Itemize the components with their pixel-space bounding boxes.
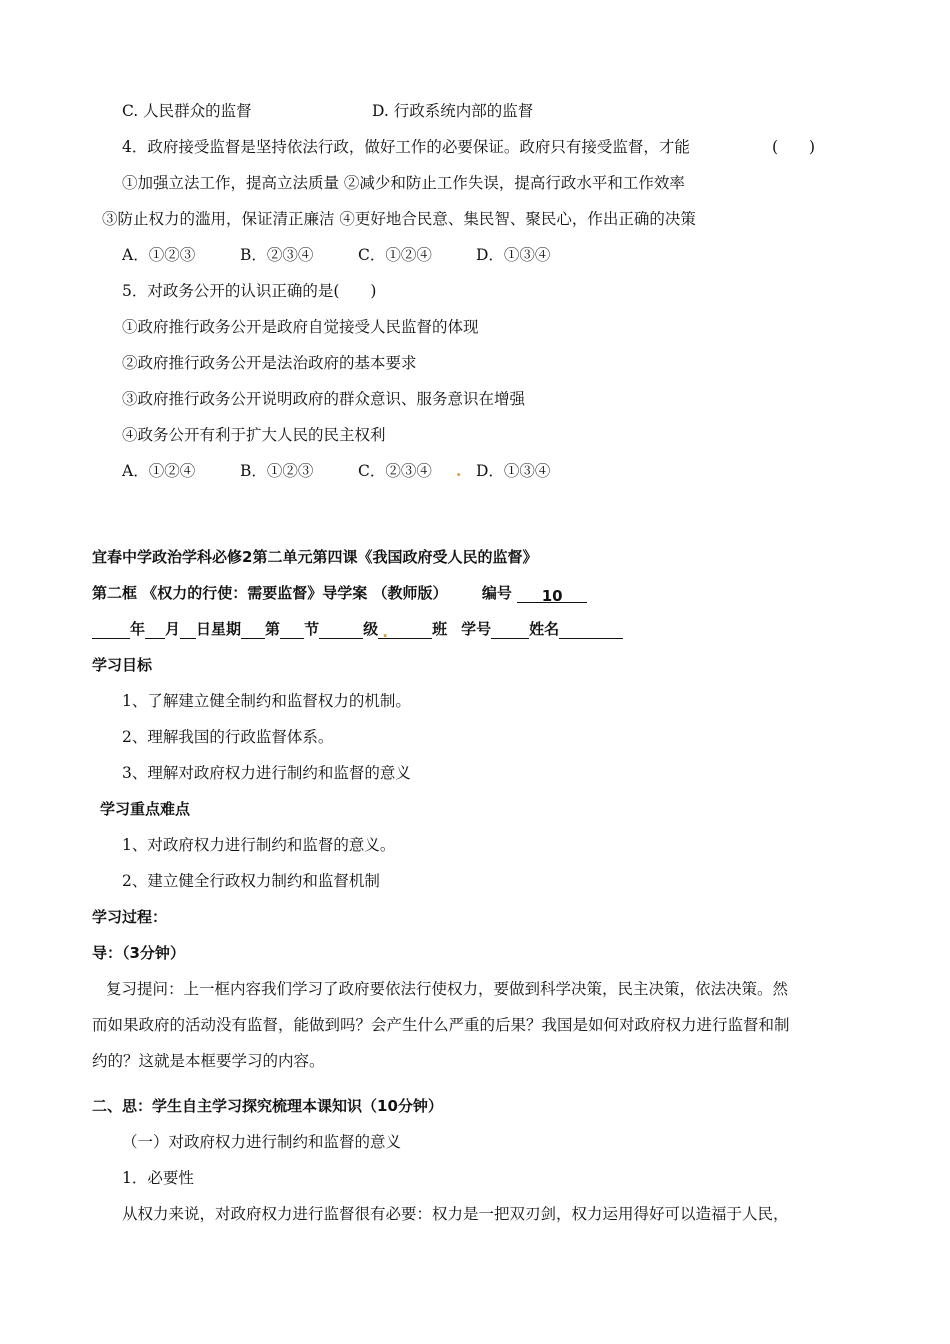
process-heading: 学习过程：: [92, 908, 168, 926]
number-label: 编号: [481, 584, 512, 602]
student-no-field[interactable]: [491, 622, 529, 639]
goal-item-2: 2、理解我国的行政监督体系。: [122, 728, 334, 746]
document-subtitle: [92, 583, 587, 603]
keypoint-item-1: 1、对政府权力进行制约和监督的意义。: [122, 836, 396, 854]
subtitle-text: 第二框 《权力的行使：需要监督》导学案 （教师版）: [92, 584, 448, 602]
di-label: 第: [265, 620, 281, 638]
keypoint-item-2: 2、建立健全行政权力制约和监督机制: [122, 872, 380, 890]
student-info-form: [92, 619, 623, 639]
q3-option-d: D. 行政系统内部的监督: [372, 102, 534, 120]
q4-answer-paren: ( ): [772, 138, 816, 156]
name-field[interactable]: [559, 622, 623, 639]
q5-item-3: ③政府推行政务公开说明政府的群众意识、服务意识在增强: [122, 390, 526, 408]
month-label: 月: [165, 620, 181, 638]
q5-stem: 5．对政务公开的认识正确的是( ): [122, 282, 377, 300]
day-week-label: 日星期: [196, 620, 242, 638]
q3-option-c: C. 人民群众的监督: [122, 102, 252, 120]
goal-item-3: 3、理解对政府权力进行制约和监督的意义: [122, 764, 411, 782]
day-field[interactable]: [180, 622, 196, 639]
goal-item-1: 1、了解建立健全制约和监督权力的机制。: [122, 692, 411, 710]
class-field[interactable]: .: [378, 622, 432, 639]
year-field[interactable]: [92, 622, 130, 639]
period-field[interactable]: [280, 622, 304, 639]
name-label: 姓名: [529, 620, 560, 638]
intro-paragraph-line-1: 复习提问：上一框内容我们学习了政府要依法行使权力，要做到科学决策，民主决策，依法决策。然: [106, 980, 789, 998]
intro-heading: 导：（3分钟）: [92, 944, 185, 962]
q4-option-d: D．①③④: [476, 246, 551, 264]
q5-option-c: C．②③④: [358, 462, 432, 480]
q4-option-a: A．①②③: [122, 246, 196, 264]
q4-option-c: C．①②④: [358, 246, 432, 264]
intro-paragraph-line-2: 而如果政府的活动没有监督，能做到吗？会产生什么严重的后果？我国是如何对政府权力进行监督和制: [92, 1016, 790, 1034]
q5-item-2: ②政府推行政务公开是法治政府的基本要求: [122, 354, 417, 372]
intro-paragraph-line-3: 约的？这就是本框要学习的内容。: [92, 1052, 325, 1070]
document-title: 宜春中学政治学科必修2第二单元第四课《我国政府受人民的监督》: [92, 548, 538, 566]
month-field[interactable]: [145, 622, 165, 639]
keypoints-heading: 学习重点难点: [100, 800, 191, 818]
grade-label: 级: [363, 620, 379, 638]
q4-option-b: B．②③④: [240, 246, 314, 264]
q4-items-1-2: ①加强立法工作，提高立法质量 ②减少和防止工作失误，提高行政水平和工作效率: [122, 174, 685, 192]
jie-label: 节: [304, 620, 320, 638]
goals-heading: 学习目标: [92, 656, 153, 674]
q4-items-3-4: ③防止权力的滥用，保证清正廉洁 ④更好地合民意、集民智、聚民心，作出正确的决策: [102, 210, 696, 228]
weekday-field[interactable]: [241, 622, 265, 639]
q4-stem: 4．政府接受监督是坚持依法行政，做好工作的必要保证。政府只有接受监督，才能: [122, 138, 690, 156]
q5-option-b: B．①②③: [240, 462, 314, 480]
year-label: 年: [130, 620, 146, 638]
subsection-1-heading: （一）对政府权力进行制约和监督的意义: [122, 1133, 402, 1151]
student-no-label: 学号: [461, 620, 492, 638]
section-2-heading: 二、思：学生自主学习探究梳理本课知识（10分钟）: [92, 1097, 443, 1115]
q5-option-d: D．①③④: [476, 462, 551, 480]
class-label: 班: [432, 620, 448, 638]
blank-after-jie[interactable]: [319, 622, 363, 639]
necessity-text: 从权力来说，对政府权力进行监督很有必要：权力是一把双刃剑，权力运用得好可以造福于人民，: [122, 1205, 789, 1223]
q5-option-a: A．①②④: [122, 462, 196, 480]
number-field: 10: [517, 586, 587, 603]
q5-item-4: ④政务公开有利于扩大人民的民主权利: [122, 426, 386, 444]
decorative-dot: .: [456, 461, 462, 480]
necessity-heading: 1．必要性: [122, 1169, 194, 1187]
q5-item-1: ①政府推行政务公开是政府自觉接受人民监督的体现: [122, 318, 479, 336]
